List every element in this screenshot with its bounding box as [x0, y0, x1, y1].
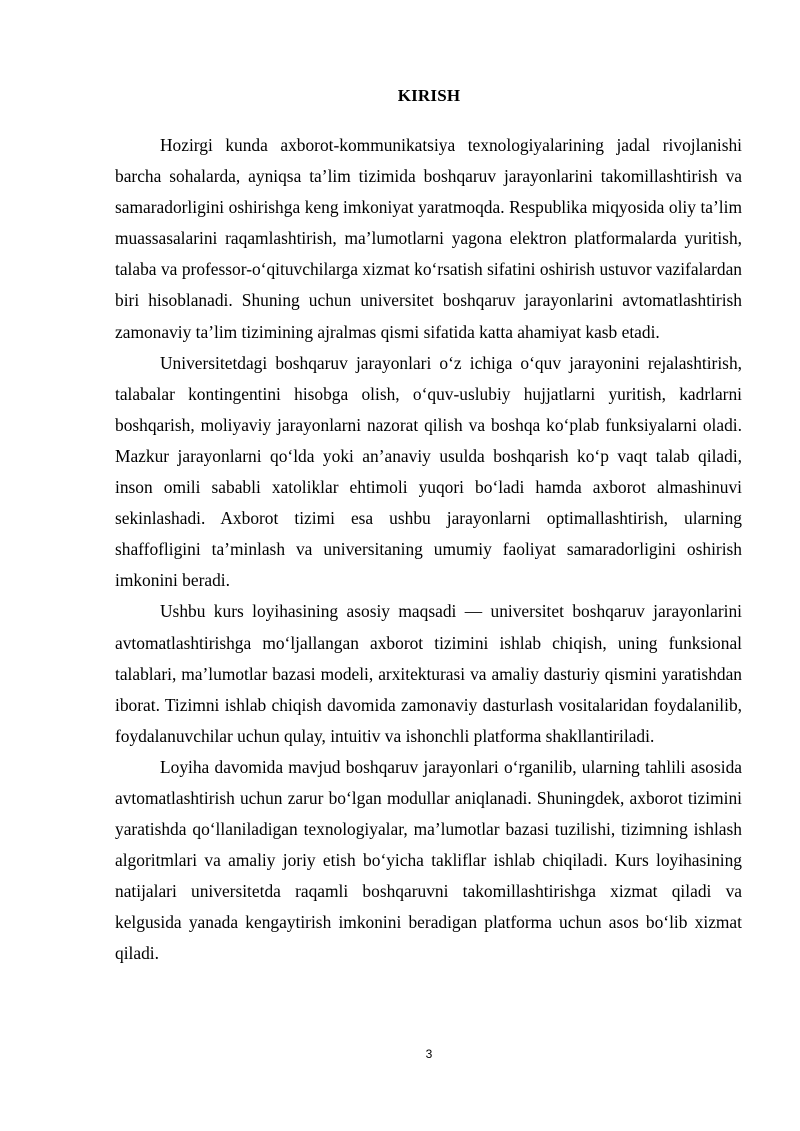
- page-number: 3: [425, 1047, 433, 1061]
- paragraph: Ushbu kurs loyihasining asosiy maqsadi — universitet boshqaruv jarayonlarini avtomatlashtirishga mo‘ljallangan axborot tizimini ishlab chiqish, uning funksional talablari, ma’lumotlar bazasi modeli, arxitekturasi va amaliy dasturiy qismini yaratishdan iborat. Tizimni ishlab chiqish davomida zamonaviy dasturlash vositalaridan foydalanilib, foydalanuvchilar uchun qulay, intuitiv va ishonchli platforma shakllantiriladi.: [115, 601, 742, 746]
- paragraph: Universitetdagi boshqaruv jarayonlari o‘z ichiga o‘quv jarayonini rejalashtirish, talabalar kontingentini hisobga olish, o‘quv-uslubiy hujjatlarni yuritish, kadrlarni boshqarish, moliyaviy jarayonlarni nazorat qilish va boshqa ko‘plab funksiyalarni oladi. Mazkur jarayonlarni qo‘lda yoki an’anaviy usulda boshqarish ko‘p vaqt talab qiladi, inson omili sababli xatoliklar ehtimoli yuqori bo‘ladi hamda axborot almashinuvi sekinlashadi. Axborot tizimi esa ushbu jarayonlarni optimallashtirish, ularning shaffofligini ta’minlash va universitaning umumiy faoliyat samaradorligini oshirish imkonini beradi.: [115, 352, 742, 591]
- paragraph: Loyiha davomida mavjud boshqaruv jarayonlari o‘rganilib, ularning tahlili asosida avtomatlashtirish uchun zarur bo‘lgan modullar aniqlanadi. Shuningdek, axborot tizimini yaratishda qo‘llaniladigan texnologiyalar, ma’lumotlar bazasi tuzilishi, tizimning ishlash algoritmlari va amaliy joriy etish bo‘yicha takliflar ishlab chiqiladi. Kurs loyihasining natijalari universitetda raqamli boshqaruvni takomillashtirishga xizmat qiladi va kelgusida yanada kengaytirish imkonini beradigan platforma uchun asos bo‘lib xizmat qiladi.: [115, 756, 742, 964]
- paragraph: Hozirgi kunda axborot-kommunikatsiya texnologiyalarining jadal rivojlanishi barcha sohalarda, ayniqsa ta’lim tizimida boshqaruv jarayonlarini takomillashtirish va samaradorligini oshirishga keng imkoniyat yaratmoqda. Respublika miqyosida oliy ta’lim muassasalarini raqamlashtirish, ma’lumotlarni yagona elektron platformalarda yuritish, talaba va professor-o‘qituvchilarga xizmat ko‘rsatish sifatini oshirish ustuvor vazifalardan biri hisoblanadi. Shuning uchun universitet boshqaruv jarayonlarini avtomatlashtirish zamonaviy ta’lim tizimining ajralmas qismi sifatida katta ahamiyat kasb etadi.: [115, 135, 742, 342]
- section-heading: KIRISH: [397, 86, 461, 105]
- body-text: [115, 130, 742, 970]
